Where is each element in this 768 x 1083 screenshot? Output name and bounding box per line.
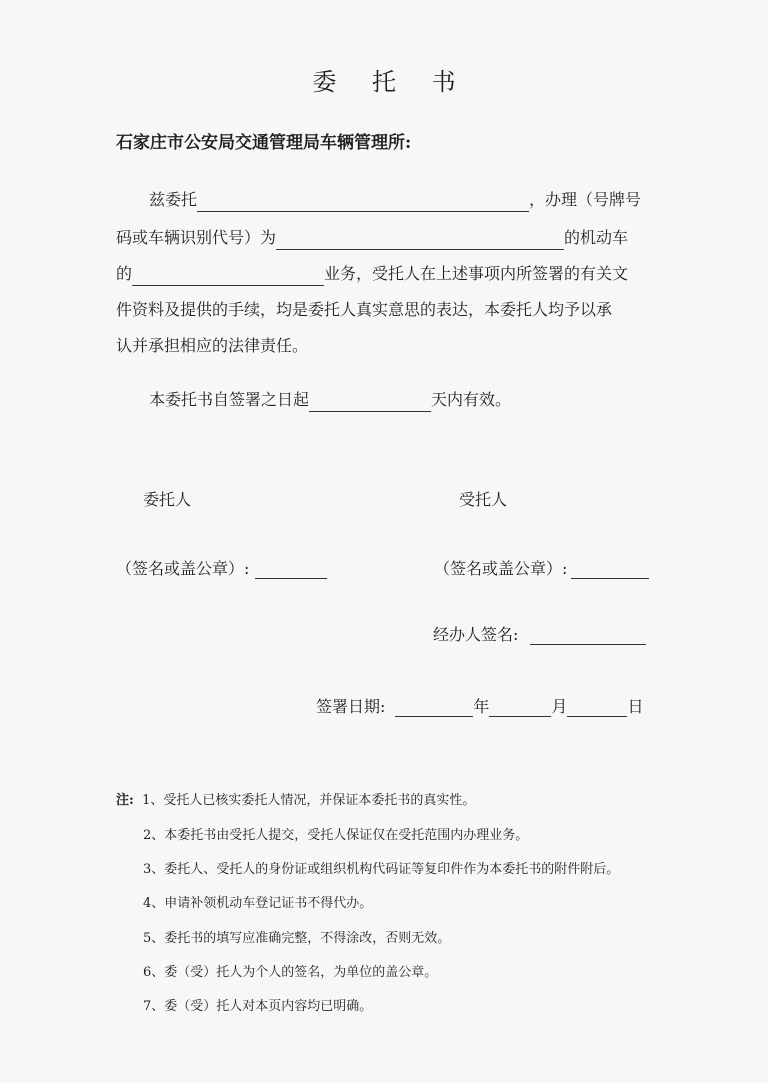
- notes-label: 注:: [116, 793, 134, 808]
- note-item-2: 2、本委托书由受托人提交，受托人保证仅在受托范围内办理业务。: [143, 828, 529, 843]
- business-prefix: 的: [116, 264, 133, 283]
- date-month-label: 月: [551, 697, 568, 716]
- body-line-3: [116, 262, 628, 286]
- date-month-blank[interactable]: [489, 696, 551, 717]
- note-item-3: 3、委托人、受托人的身份证或组织机构代码证等复印件作为本委托书的附件附后。: [143, 862, 620, 877]
- handler-sign-line: [433, 622, 646, 645]
- note-item-5: 5、委托书的填写应准确完整，不得涂改，否则无效。: [143, 931, 451, 946]
- date-day-label: 日: [627, 697, 644, 716]
- handler-sign-label: 经办人签名:: [433, 625, 519, 644]
- handler-sign-blank[interactable]: [530, 624, 646, 645]
- note-item-7: 7、委（受）托人对本页内容均已明确。: [143, 999, 373, 1014]
- note-text-1: 1、受托人已核实委托人情况，并保证本委托书的真实性。: [142, 793, 476, 808]
- trustee-name-blank[interactable]: [197, 191, 529, 212]
- validity-prefix: 本委托书自签署之日起: [149, 390, 310, 409]
- note-item-6: 6、委（受）托人为个人的签名，为单位的盖公章。: [143, 965, 438, 980]
- date-year-label: 年: [473, 697, 490, 716]
- agent-label: 受托人: [459, 490, 508, 509]
- validity-days-blank[interactable]: [309, 391, 431, 412]
- plate-prefix: 码或车辆识别代号）为: [116, 228, 277, 247]
- principal-sign-line: [116, 556, 327, 579]
- agent-sign-line: [434, 556, 649, 579]
- entrust-prefix: 兹委托: [149, 190, 198, 209]
- body-line-2: [116, 226, 628, 250]
- note-item-4: 4、申请补领机动车登记证书不得代办。: [143, 896, 373, 911]
- entrust-suffix: ，办理（号牌号: [529, 190, 642, 209]
- body-line-4: 件资料及提供的手续，均是委托人真实意思的表达，本委托人均予以承: [116, 300, 613, 319]
- date-day-blank[interactable]: [567, 696, 627, 717]
- agent-sign-blank[interactable]: [571, 558, 649, 579]
- note-item-1: [116, 789, 475, 808]
- plate-number-blank[interactable]: [276, 229, 564, 250]
- sign-date-line: [316, 694, 643, 717]
- date-year-blank[interactable]: [395, 696, 473, 717]
- principal-sign-blank[interactable]: [255, 558, 327, 579]
- business-type-blank[interactable]: [132, 265, 324, 286]
- validity-suffix: 天内有效。: [431, 390, 512, 409]
- validity-line: [149, 388, 511, 412]
- agent-sign-label: （签名或盖公章）:: [434, 559, 568, 578]
- principal-label: 委托人: [143, 490, 192, 509]
- principal-sign-label: （签名或盖公章）:: [116, 559, 250, 578]
- plate-suffix: 的机动车: [564, 228, 629, 247]
- document-title: 委 托 书: [312, 68, 470, 96]
- addressee: 石家庄市公安局交通管理局车辆管理所:: [116, 133, 412, 153]
- business-suffix: 业务，受托人在上述事项内所签署的有关文: [324, 264, 629, 283]
- date-label: 签署日期:: [316, 697, 386, 716]
- body-line-1: [149, 188, 641, 212]
- body-line-5: 认并承担相应的法律责任。: [116, 336, 309, 355]
